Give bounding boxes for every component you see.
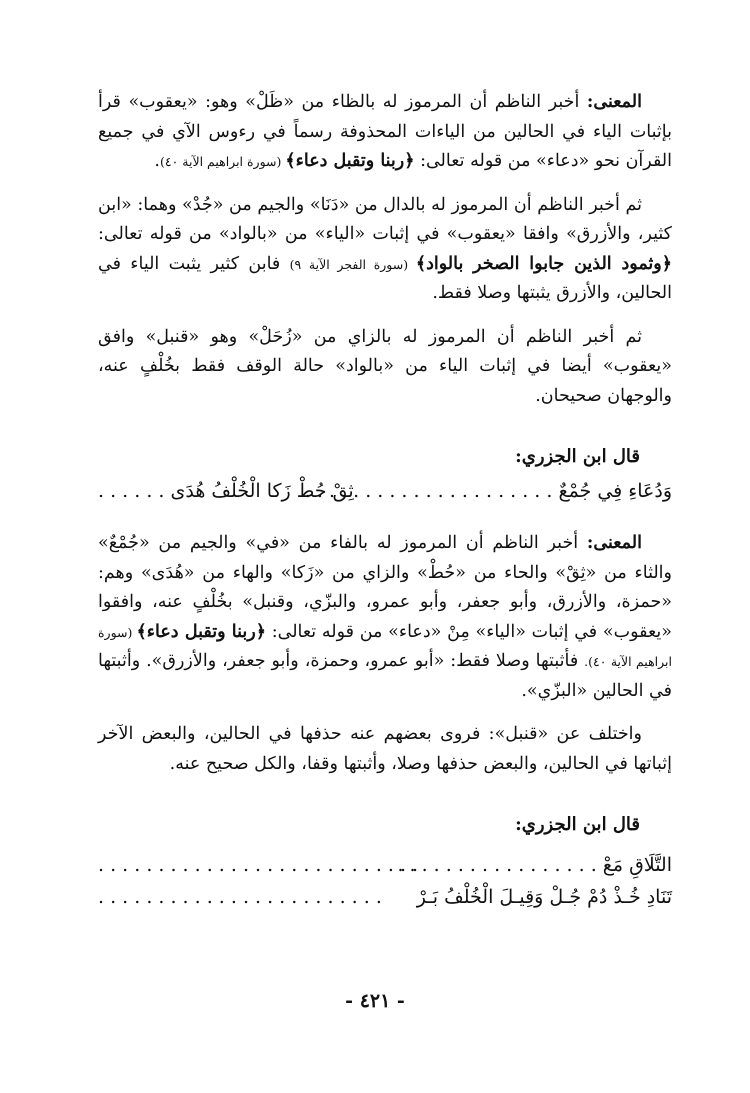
paragraph-meaning-2 bbox=[98, 529, 672, 706]
paragraph-text: فابن كثير يثبت الياء في الحالين، والأزرق يثبتها وصلا فقط. bbox=[98, 253, 672, 303]
quran-quote: ﴿وثمود الذين جابوا الصخر بالواد﴾ bbox=[415, 253, 673, 274]
paragraph-text: أخبر الناظم أن المرموز له بالظاء من «ظَلْ» وهو: «يعقوب» قرأ بإثبات الياء في الحالين من الياءات المحذوفة رسماً في رءوس الآي في جميع القرآن نحو «دعاء» من قوله تعالى: bbox=[98, 92, 672, 171]
paragraph-meaning-1 bbox=[98, 88, 672, 177]
page-body bbox=[98, 88, 672, 913]
paragraph-text: أخبر الناظم أن المرموز له بالفاء من «في» والجيم من «جُمْعٌ» والثاء من «ثِقْ» والحاء من «حُطْ» والزاي من «زَكا» والهاء من «هُدَى» وهم: «حمزة، والأزرق، وأبو جعفر، وأبو عمرو، والبزّي، وقنبل» بخُلْفٍ عنه، وافقوا «يعقوب» في إثبات «الياء» مِنْ «دعاء» من قوله تعالى: bbox=[98, 533, 672, 642]
meaning-label: المعنى: bbox=[586, 533, 642, 553]
surah-reference: (سورة ابراهيم الآية ٤٠). bbox=[98, 624, 672, 669]
verse-hemistich-left: ثِقْ حُطْ زَكا الْخُلْفُ هُدَى . . . . . . bbox=[98, 480, 354, 502]
verse-line bbox=[98, 475, 672, 507]
paragraph-2 bbox=[98, 191, 672, 309]
surah-reference: (سورة الفجر الآية ٩) bbox=[289, 256, 416, 272]
verse-line bbox=[98, 849, 672, 881]
verse-hemistich-right: تَنَادِ خُـذْ دُمْ جُـلْ وَقِيـلَ الْخُلْفُ بَـرْ bbox=[416, 886, 672, 908]
page-number: - ٤٢١ - bbox=[345, 990, 405, 1012]
meaning-label: المعنى: bbox=[586, 92, 642, 112]
verse-line bbox=[98, 881, 672, 913]
section-heading-ibn-aljazari: قال ابن الجزري: bbox=[515, 814, 640, 835]
quran-quote: ﴿ربنا وتقبل دعاء﴾ bbox=[285, 151, 415, 171]
verse-hemistich-left: . . . . . . . . . . . . . . . . . . . . . . . . bbox=[98, 886, 382, 908]
paragraph-3: ثم أخبر الناظم أن المرموز له بالزاي من «زُحَلْ» وهو «قنبل» وافق «يعقوب» أيضا في إثبات الياء من «بالواد» حالة الوقف فقط بخُلْفٍ عنه، والوجهان صحيحان. bbox=[98, 326, 672, 406]
paragraph-text: فأثبتها وصلا فقط: «أبو عمرو، وحمزة، وأبو جعفر، والأزرق». وأثبتها في الحالين «البزّي». bbox=[98, 651, 672, 701]
verse-hemistich-right: وَدُعَاءِ فِي جُمْعٌ . . . . . . . . . . . . . . . . . . . . . bbox=[304, 480, 672, 502]
section-heading-ibn-aljazari: قال ابن الجزري: bbox=[515, 446, 640, 467]
paragraph-text: ثم أخبر الناظم أن المرموز له بالدال من «دَنَا» والجيم من «جُدْ» وهما: «ابن كثير، والأزرق» وافقا «يعقوب» في إثبات «الياء» من «بالواد» من قوله تعالى: bbox=[98, 194, 672, 244]
verse-hemistich-left: . . . . . . . . . . . . . . . . . . . . . . . . . . . bbox=[98, 854, 419, 876]
surah-reference: (سورة ابراهيم الآية ٤٠) bbox=[159, 154, 286, 169]
paragraph-text: . bbox=[154, 151, 160, 171]
quran-quote: ﴿ربنا وتقبل دعاء﴾ bbox=[136, 621, 266, 642]
verse-hemistich-right: التَّلَاقِ مَعْ . . . . . . . . . . . . . . . . . bbox=[397, 854, 672, 876]
paragraph-5: واختلف عن «قنبل»: فروى بعضهم عنه حذفها في الحالين، والبعض الآخر إثباتها في الحالين، والبعض حذفها وصلا، وأثبتها وقفا، والكل صحيح عنه. bbox=[98, 724, 672, 774]
